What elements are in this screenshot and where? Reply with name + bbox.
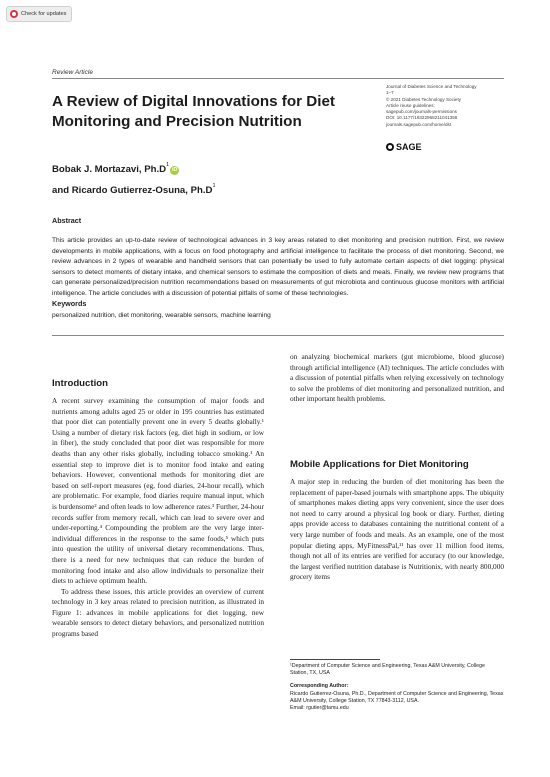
author-line-1 — [52, 157, 216, 178]
intro-paragraph-2: To address these issues, this article provides an overview of current technology in 3 key areas related to precision nutrition, as illustrated in Figure 1: advances in mobile applications for diet logging, new wearable sensors to detect dietary behaviors, and personalized nutrition programs based — [52, 586, 264, 639]
right-column-top — [290, 352, 504, 405]
corresponding-author-heading: Corresponding Author: — [290, 683, 349, 690]
page-range: 1–7 — [386, 90, 394, 96]
abstract-text: This article provides an up-to-date review of technological advances in 3 key areas related to diet monitoring and precision nutrition. First, we review developments in mobile applications, with a focus on food photography and artificial intelligence to facilitate the process of diet monitoring. Second, we review advances in 2 types of wearable and handheld sensors that can potentially be used to fully automate certain aspects of diet logging: physical sensors to detect moments of dietary intake, and chemical sensors to estimate the composition of diets and meals. Finally, we review new programs that can generate personalized/precision nutrition recommendations based on measurements of gut microbiota and continuous glucose monitors with artificial intelligence. The article concludes with a discussion of potential pitfalls of some of these technologies. — [52, 237, 504, 297]
keywords-heading: Keywords — [52, 299, 87, 308]
orcid-icon[interactable]: iD — [171, 167, 178, 173]
author-2-affiliation-mark: 1 — [212, 183, 216, 189]
author-1-name: Bobak J. Mortazavi, Ph.D — [52, 164, 167, 175]
check-for-updates-badge[interactable] — [6, 6, 72, 22]
check-for-updates-label: Check for updates — [21, 11, 67, 17]
author-list — [52, 157, 216, 199]
sage-logo-icon — [386, 143, 394, 151]
intro-continuation: on analyzing biochemical markers (gut microbiome, blood glucose) through artificial intelligence (AI) techniques. The article concludes with a discussion of potential pitfalls when relying excessively on technology to solve the problems of diet monitoring and personalized nutrition, and other important health problems. — [290, 352, 504, 404]
section-divider — [52, 335, 504, 336]
author-line-2 — [52, 178, 216, 199]
journal-home-link[interactable]: journals.sagepub.com/home/dst — [386, 121, 452, 127]
abstract-heading: Abstract — [52, 216, 82, 225]
mobile-apps-heading: Mobile Applications for Diet Monitoring — [290, 459, 469, 470]
article-title: A Review of Digital Innovations for Diet Monitoring and Precision Nutrition — [52, 93, 335, 130]
introduction-heading: Introduction — [52, 378, 108, 389]
corresponding-author-details: Ricardo Gutierrez-Osuna, Ph.D., Department of Computer Science and Engineering, Texas A&M University, College Station, TX 77843-3112, USA. — [290, 690, 504, 704]
footnotes — [290, 663, 504, 712]
doi[interactable]: DOI: 10.1177/19322968211041356 — [386, 115, 458, 121]
footnote-divider — [290, 659, 380, 660]
header-divider — [52, 78, 504, 79]
author-2-name: and Ricardo Gutierrez-Osuna, Ph.D — [52, 185, 213, 196]
intro-paragraph-1: A recent survey examining the consumption of major foods and nutrients among adults aged 25 or older in 195 countries has estimated that poor diet can potentially prevent one in every 5 deaths globally.¹ Using a number of dietary risk factors (eg, diet high in sodium, or low in fiber), the study concluded that poor diet was responsible for more deaths than any other risks globally, including tobacco smoking.¹ An essential step to improve diet is to monitor food intake and eating behaviors. However, conventional methods for monitoring diet are based on self-report measures (eg, food diaries, 24-hour recall), which are problematic. For example, food diaries require manual input, which is burdensome² and often leads to low adherence rates.³ Further, 24-hour records suffer from memory recall, which can lead to severe over and under-reporting.⁴ Compounding the problem are the very large inter-individual differences in the response to the same foods,⁵ which puts into question the utility of universal dietary recommendations. Thus, there is a need for new techniques that can reduce the burden of monitoring food intake and also allow individuals to personalize their diets to achieve optimum health. — [52, 396, 264, 586]
reuse-guidelines-label: Article reuse guidelines: — [386, 102, 435, 108]
journal-name: Journal of Diabetes Science and Technology — [386, 84, 477, 89]
publisher-logo — [386, 142, 422, 152]
corresponding-author-email[interactable]: Email: rgutier@tamu.edu — [290, 705, 349, 712]
permissions-link[interactable]: sagepub.com/journals-permissions — [386, 109, 457, 115]
article-type-label: Review Article — [52, 69, 93, 76]
journal-info — [386, 84, 511, 128]
copyright: © 2021 Diabetes Technology Society — [386, 96, 462, 102]
crossmark-icon — [10, 10, 18, 18]
publisher-name: SAGE — [396, 142, 422, 152]
author-1-affiliation-mark: 1 — [166, 162, 170, 168]
left-column — [52, 396, 264, 640]
keywords-text: personalized nutrition, diet monitoring, wearable sensors, machine learning — [52, 312, 271, 319]
mobile-apps-paragraph: A major step in reducing the burden of diet monitoring has been the replacement of paper-based journals with smartphone apps. The ubiquity of smartphones makes dieting apps very convenient, since the user does not need to carry around a physical log book or diary. Further, dieting apps provide access to databases containing the nutritional content of a very large number of foods and meals. As an example, one of the most popular dieting apps, MyFitnessPal,¹¹ has over 11 million food items, though not all of its entries are verified for accuracy (to our knowledge, the largest verified nutrition database is Nutritionix, with nearly 800,000 grocery items — [290, 477, 504, 582]
right-column-body — [290, 477, 504, 583]
affiliation-note: ¹Department of Computer Science and Engineering, Texas A&M University, College Station, TX, USA — [290, 663, 486, 677]
